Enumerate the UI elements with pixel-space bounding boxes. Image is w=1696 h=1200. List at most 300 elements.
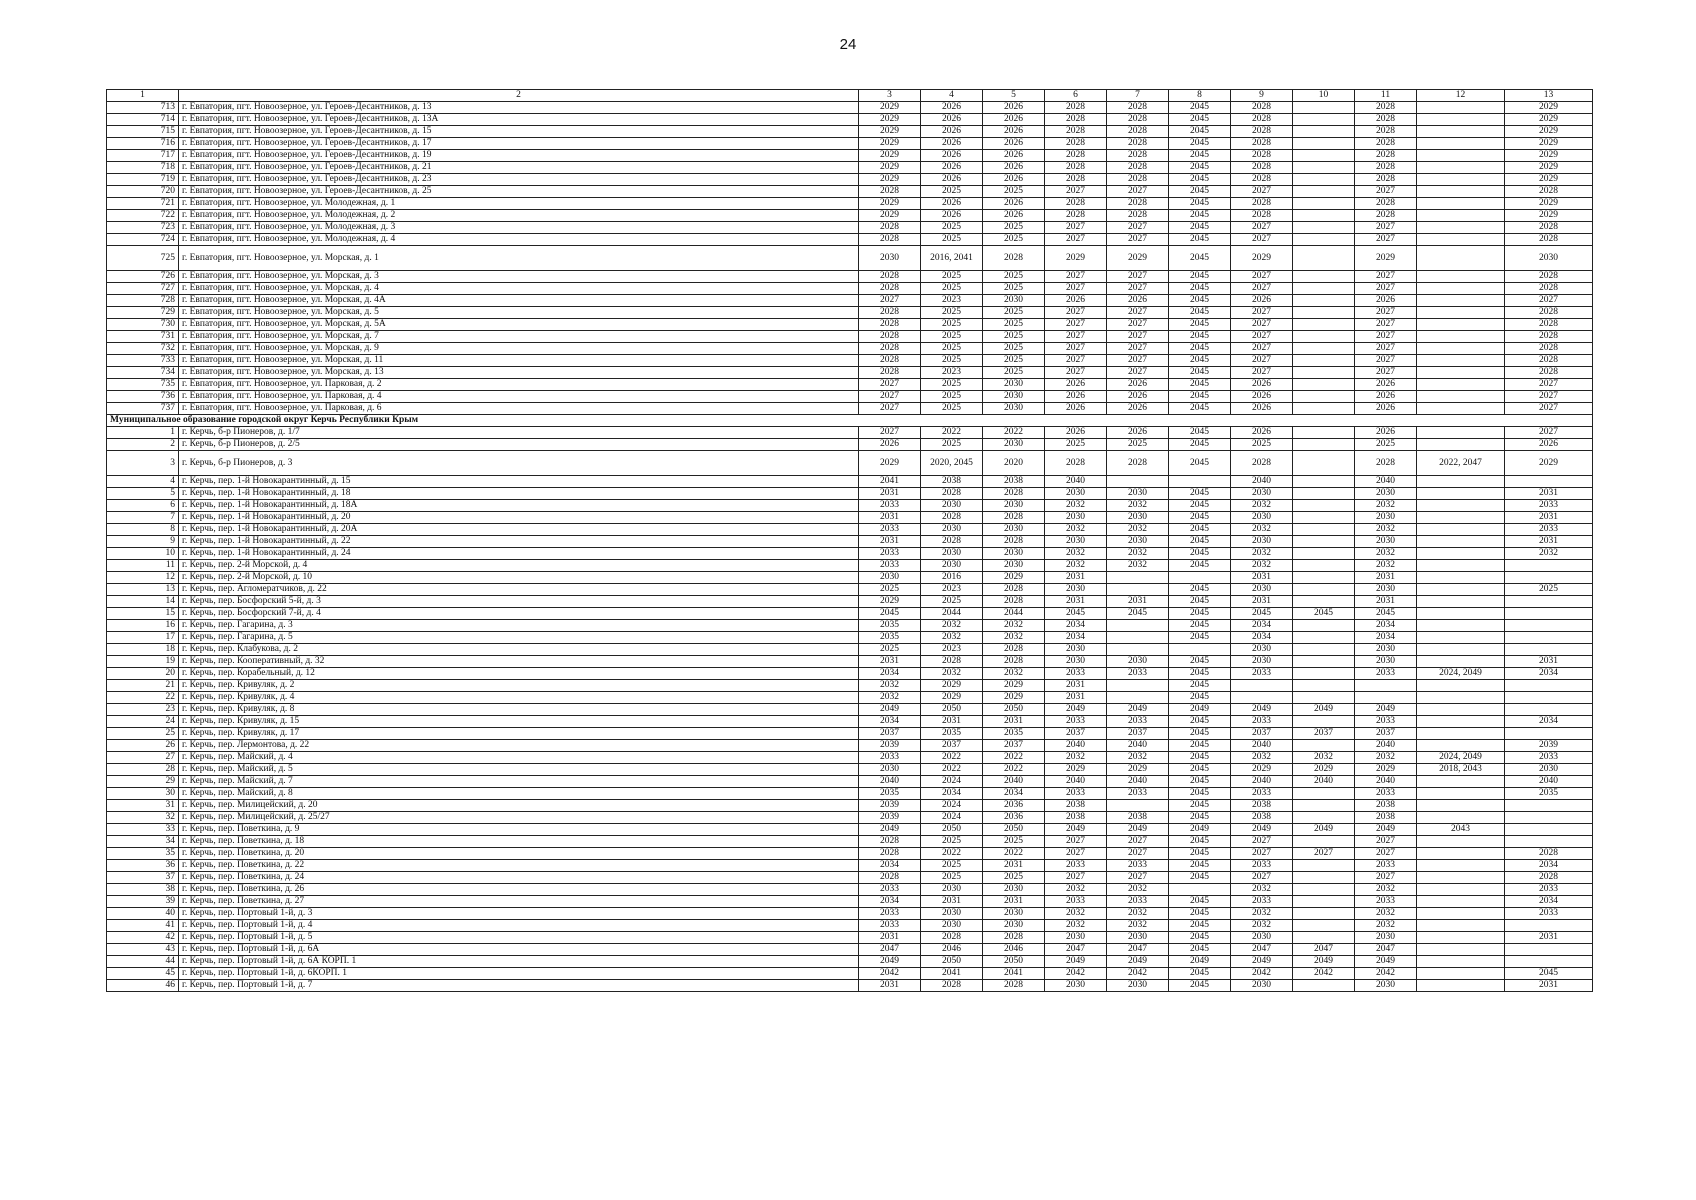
address-cell: г. Керчь, пер. Портовый 1-й, д. 6КОРП. 1 (179, 968, 859, 980)
year-cell: 2033 (859, 920, 921, 932)
year-cell: 2035 (1505, 788, 1593, 800)
year-cell: 2029 (1505, 198, 1593, 210)
year-cell: 2026 (983, 162, 1045, 174)
year-cell: 2028 (1107, 126, 1169, 138)
year-cell: 2032 (1107, 548, 1169, 560)
year-cell: 2047 (1045, 944, 1107, 956)
year-cell: 2032 (1231, 524, 1293, 536)
year-cell (1293, 150, 1355, 162)
year-cell: 2038 (1355, 800, 1417, 812)
year-cell: 2031 (859, 512, 921, 524)
year-cell: 2027 (1505, 403, 1593, 415)
year-cell: 2027 (1045, 234, 1107, 246)
row-number-cell: 38 (107, 884, 179, 896)
year-cell: 2032 (1045, 752, 1107, 764)
year-cell: 2049 (1293, 704, 1355, 716)
table-row (107, 572, 1593, 584)
year-cell: 2031 (921, 716, 983, 728)
row-number-cell: 42 (107, 932, 179, 944)
table-row (107, 343, 1593, 355)
year-cell: 2028 (1107, 174, 1169, 186)
row-number-cell: 32 (107, 812, 179, 824)
address-cell: г. Евпатория, пгт. Новоозерное, ул. Героев-Десантников, д. 15 (179, 126, 859, 138)
address-cell: г. Евпатория, пгт. Новоозерное, ул. Героев-Десантников, д. 19 (179, 150, 859, 162)
year-cell (1417, 355, 1505, 367)
year-cell: 2024, 2049 (1417, 752, 1505, 764)
address-cell: г. Керчь, пер. Портовый 1-й, д. 5 (179, 932, 859, 944)
year-cell: 2040 (1045, 776, 1107, 788)
year-cell: 2026 (1045, 403, 1107, 415)
table-row (107, 198, 1593, 210)
year-cell (1293, 138, 1355, 150)
year-cell: 2039 (1505, 740, 1593, 752)
year-cell: 2028 (859, 355, 921, 367)
year-cell: 2045 (1169, 222, 1231, 234)
address-cell: г. Керчь, б-р Пионеров, д. 3 (179, 451, 859, 476)
column-header-1: 1 (107, 90, 179, 102)
year-cell (1417, 222, 1505, 234)
year-cell: 2029 (1505, 162, 1593, 174)
year-cell: 2032 (1231, 752, 1293, 764)
row-number-cell: 29 (107, 776, 179, 788)
year-cell: 2028 (1505, 186, 1593, 198)
year-cell (1107, 572, 1169, 584)
year-cell: 2024, 2049 (1417, 668, 1505, 680)
year-cell (1293, 283, 1355, 295)
year-cell: 2029 (859, 210, 921, 222)
year-cell: 2025 (983, 319, 1045, 331)
year-cell: 2026 (1355, 295, 1417, 307)
year-cell: 2042 (1107, 968, 1169, 980)
year-cell: 2045 (1169, 138, 1231, 150)
year-cell: 2027 (1355, 222, 1417, 234)
year-cell: 2023 (921, 644, 983, 656)
year-cell: 2028 (1505, 319, 1593, 331)
year-cell: 2037 (1045, 728, 1107, 740)
row-number-cell: 9 (107, 536, 179, 548)
table-row (107, 968, 1593, 980)
address-cell: г. Керчь, пер. 1-й Новокарантинный, д. 20А (179, 524, 859, 536)
column-header-10: 10 (1293, 90, 1355, 102)
row-number-cell: 10 (107, 548, 179, 560)
row-number-cell: 45 (107, 968, 179, 980)
address-cell: г. Евпатория, пгт. Новоозерное, ул. Героев-Десантников, д. 23 (179, 174, 859, 186)
year-cell: 2025 (1045, 439, 1107, 451)
year-cell (1293, 668, 1355, 680)
year-cell (1293, 524, 1355, 536)
year-cell (1505, 944, 1593, 956)
year-cell: 2028 (1045, 210, 1107, 222)
address-cell: г. Керчь, пер. 2-й Морской, д. 10 (179, 572, 859, 584)
year-cell (1107, 620, 1169, 632)
year-cell: 2027 (1045, 355, 1107, 367)
row-number-cell: 725 (107, 246, 179, 271)
year-cell (1417, 596, 1505, 608)
year-cell: 2042 (1355, 968, 1417, 980)
year-cell: 2028 (983, 656, 1045, 668)
row-number-cell: 727 (107, 283, 179, 295)
year-cell: 2032 (1107, 560, 1169, 572)
year-cell: 2027 (1231, 222, 1293, 234)
year-cell: 2029 (859, 126, 921, 138)
year-cell: 2032 (921, 620, 983, 632)
year-cell: 2047 (1293, 944, 1355, 956)
year-cell (1417, 439, 1505, 451)
year-cell: 2045 (1505, 968, 1593, 980)
address-cell: г. Евпатория, пгт. Новоозерное, ул. Морская, д. 5 (179, 307, 859, 319)
year-cell: 2045 (1169, 872, 1231, 884)
year-cell: 2032 (1107, 908, 1169, 920)
year-cell: 2045 (1169, 908, 1231, 920)
year-cell: 2032 (1045, 548, 1107, 560)
year-cell: 2045 (1355, 608, 1417, 620)
year-cell (1505, 800, 1593, 812)
table-row (107, 536, 1593, 548)
year-cell (1169, 572, 1231, 584)
row-number-cell: 5 (107, 488, 179, 500)
year-cell: 2025 (921, 391, 983, 403)
year-cell: 2027 (1505, 295, 1593, 307)
year-cell: 2027 (1355, 234, 1417, 246)
year-cell: 2026 (1231, 427, 1293, 439)
year-cell: 2028 (1505, 222, 1593, 234)
year-cell: 2032 (1045, 560, 1107, 572)
table-row (107, 692, 1593, 704)
year-cell: 2045 (1169, 932, 1231, 944)
year-cell: 2030 (1045, 536, 1107, 548)
year-cell: 2028 (1355, 102, 1417, 114)
address-cell: г. Керчь, пер. Гагарина, д. 3 (179, 620, 859, 632)
address-cell: г. Евпатория, пгт. Новоозерное, ул. Морская, д. 11 (179, 355, 859, 367)
year-cell: 2027 (1045, 848, 1107, 860)
year-cell: 2030 (859, 764, 921, 776)
year-cell (1169, 644, 1231, 656)
year-cell: 2030 (921, 500, 983, 512)
year-cell: 2045 (1169, 271, 1231, 283)
year-cell: 2049 (1231, 824, 1293, 836)
year-cell: 2026 (921, 174, 983, 186)
year-cell: 2049 (1231, 956, 1293, 968)
year-cell: 2045 (1169, 860, 1231, 872)
year-cell: 2028 (921, 932, 983, 944)
year-cell: 2031 (1045, 572, 1107, 584)
year-cell (1293, 403, 1355, 415)
year-cell (1505, 572, 1593, 584)
year-cell: 2045 (1169, 980, 1231, 992)
year-cell: 2025 (921, 331, 983, 343)
year-cell (1293, 836, 1355, 848)
row-number-cell: 34 (107, 836, 179, 848)
year-cell: 2030 (1045, 512, 1107, 524)
year-cell: 2050 (921, 824, 983, 836)
year-cell: 2030 (1505, 246, 1593, 271)
year-cell (1505, 728, 1593, 740)
year-cell: 2032 (1107, 752, 1169, 764)
year-cell: 2020 (983, 451, 1045, 476)
table-row (107, 896, 1593, 908)
row-number-cell: 41 (107, 920, 179, 932)
year-cell: 2030 (921, 524, 983, 536)
year-cell: 2034 (859, 716, 921, 728)
year-cell: 2026 (1355, 379, 1417, 391)
year-cell: 2045 (1169, 367, 1231, 379)
year-cell: 2025 (983, 222, 1045, 234)
year-cell: 2049 (1107, 824, 1169, 836)
table-row (107, 620, 1593, 632)
address-cell: г. Евпатория, пгт. Новоозерное, ул. Морская, д. 7 (179, 331, 859, 343)
year-cell (1293, 210, 1355, 222)
year-cell: 2040 (1293, 776, 1355, 788)
year-cell: 2045 (1169, 656, 1231, 668)
year-cell: 2026 (1107, 391, 1169, 403)
year-cell: 2025 (921, 319, 983, 331)
year-cell: 2030 (921, 560, 983, 572)
row-number-cell: 4 (107, 476, 179, 488)
column-header-13: 13 (1505, 90, 1593, 102)
year-cell: 2031 (1231, 596, 1293, 608)
year-cell: 2032 (983, 632, 1045, 644)
year-cell (1417, 186, 1505, 198)
row-number-cell: 723 (107, 222, 179, 234)
year-cell: 2045 (1169, 740, 1231, 752)
year-cell: 2028 (1355, 198, 1417, 210)
year-cell: 2040 (1231, 740, 1293, 752)
year-cell: 2027 (1045, 222, 1107, 234)
year-cell: 2033 (1355, 896, 1417, 908)
row-number-cell: 721 (107, 198, 179, 210)
year-cell: 2029 (859, 451, 921, 476)
year-cell: 2027 (1107, 234, 1169, 246)
row-number-cell: 40 (107, 908, 179, 920)
year-cell (1417, 896, 1505, 908)
year-cell: 2025 (921, 836, 983, 848)
year-cell: 2047 (1355, 944, 1417, 956)
address-cell: г. Керчь, пер. Поветкина, д. 9 (179, 824, 859, 836)
year-cell: 2030 (1231, 488, 1293, 500)
year-cell: 2025 (921, 872, 983, 884)
year-cell (1417, 162, 1505, 174)
year-cell: 2045 (1169, 764, 1231, 776)
year-cell (1417, 198, 1505, 210)
year-cell (1293, 800, 1355, 812)
table-row (107, 162, 1593, 174)
row-number-cell: 39 (107, 896, 179, 908)
table-row (107, 271, 1593, 283)
row-number-cell: 713 (107, 102, 179, 114)
table-row (107, 331, 1593, 343)
year-cell: 2034 (1045, 632, 1107, 644)
year-cell: 2032 (1231, 548, 1293, 560)
year-cell: 2040 (1355, 776, 1417, 788)
year-cell (1293, 451, 1355, 476)
address-cell: г. Керчь, пер. Поветкина, д. 24 (179, 872, 859, 884)
year-cell (1293, 439, 1355, 451)
year-cell (1417, 524, 1505, 536)
year-cell: 2045 (1169, 896, 1231, 908)
year-cell: 2040 (1107, 776, 1169, 788)
year-cell: 2025 (983, 186, 1045, 198)
table-row (107, 138, 1593, 150)
year-cell: 2045 (1169, 451, 1231, 476)
year-cell (1417, 283, 1505, 295)
table-row (107, 500, 1593, 512)
year-cell: 2027 (1107, 367, 1169, 379)
year-cell (1505, 692, 1593, 704)
table-row (107, 222, 1593, 234)
year-cell: 2027 (1355, 319, 1417, 331)
year-cell: 2030 (1107, 656, 1169, 668)
year-cell (1417, 114, 1505, 126)
year-cell: 2034 (1505, 860, 1593, 872)
year-cell: 2029 (859, 198, 921, 210)
year-cell: 2027 (1355, 836, 1417, 848)
year-cell: 2030 (1355, 512, 1417, 524)
year-cell: 2031 (1505, 536, 1593, 548)
year-cell: 2029 (1355, 246, 1417, 271)
address-cell: г. Керчь, пер. 1-й Новокарантинный, д. 15 (179, 476, 859, 488)
year-cell: 2028 (1231, 162, 1293, 174)
year-cell: 2043 (1417, 824, 1505, 836)
year-cell: 2033 (859, 560, 921, 572)
address-cell: г. Керчь, пер. Милицейский, д. 25/27 (179, 812, 859, 824)
year-cell: 2027 (1293, 848, 1355, 860)
row-number-cell: 27 (107, 752, 179, 764)
year-cell: 2027 (1231, 186, 1293, 198)
year-cell (1293, 271, 1355, 283)
year-cell: 2024 (921, 776, 983, 788)
year-cell: 2031 (859, 932, 921, 944)
year-cell: 2045 (1293, 608, 1355, 620)
year-cell: 2030 (983, 391, 1045, 403)
year-cell: 2025 (921, 222, 983, 234)
year-cell: 2030 (1505, 764, 1593, 776)
year-cell: 2045 (1169, 379, 1231, 391)
row-number-cell: 31 (107, 800, 179, 812)
year-cell: 2034 (1505, 716, 1593, 728)
year-cell: 2040 (983, 776, 1045, 788)
year-cell: 2031 (1505, 488, 1593, 500)
address-cell: г. Керчь, пер. Гагарина, д. 5 (179, 632, 859, 644)
year-cell: 2032 (921, 668, 983, 680)
year-cell: 2022 (921, 848, 983, 860)
year-cell: 2026 (1355, 427, 1417, 439)
year-cell: 2034 (983, 788, 1045, 800)
year-cell: 2045 (1169, 596, 1231, 608)
year-cell (1293, 644, 1355, 656)
year-cell: 2023 (921, 367, 983, 379)
year-cell: 2045 (1169, 584, 1231, 596)
year-cell: 2030 (983, 920, 1045, 932)
address-cell: г. Керчь, пер. Кривуляк, д. 4 (179, 692, 859, 704)
table-row (107, 114, 1593, 126)
table-row (107, 836, 1593, 848)
table-row (107, 174, 1593, 186)
year-cell: 2027 (1231, 234, 1293, 246)
year-cell: 2026 (983, 102, 1045, 114)
table-row (107, 126, 1593, 138)
address-cell: г. Евпатория, пгт. Новоозерное, ул. Молодежная, д. 1 (179, 198, 859, 210)
year-cell: 2027 (1045, 331, 1107, 343)
address-cell: г. Евпатория, пгт. Новоозерное, ул. Морская, д. 13 (179, 367, 859, 379)
year-cell: 2028 (983, 584, 1045, 596)
year-cell: 2026 (921, 150, 983, 162)
year-cell: 2045 (1169, 632, 1231, 644)
year-cell: 2025 (921, 596, 983, 608)
year-cell: 2028 (1505, 234, 1593, 246)
year-cell: 2044 (921, 608, 983, 620)
table-row (107, 548, 1593, 560)
year-cell: 2028 (1231, 126, 1293, 138)
year-cell (1293, 186, 1355, 198)
address-cell: г. Евпатория, пгт. Новоозерное, ул. Героев-Десантников, д. 17 (179, 138, 859, 150)
year-cell: 2025 (1231, 439, 1293, 451)
year-cell (1505, 476, 1593, 488)
year-cell (1417, 968, 1505, 980)
year-cell (1417, 728, 1505, 740)
year-cell: 2045 (1169, 920, 1231, 932)
year-cell: 2023 (921, 295, 983, 307)
year-cell: 2029 (1107, 764, 1169, 776)
year-cell: 2037 (1355, 728, 1417, 740)
year-cell: 2034 (859, 860, 921, 872)
year-cell: 2027 (859, 403, 921, 415)
year-cell: 2032 (1045, 524, 1107, 536)
row-number-cell: 43 (107, 944, 179, 956)
year-cell: 2034 (859, 668, 921, 680)
address-cell: г. Керчь, пер. Поветкина, д. 27 (179, 896, 859, 908)
year-cell (1293, 331, 1355, 343)
year-cell: 2038 (1355, 812, 1417, 824)
year-cell: 2045 (1169, 319, 1231, 331)
row-number-cell: 735 (107, 379, 179, 391)
year-cell: 2026 (921, 126, 983, 138)
year-cell: 2035 (859, 788, 921, 800)
row-number-cell: 37 (107, 872, 179, 884)
address-cell: г. Керчь, пер. Босфорский 5-й, д. 3 (179, 596, 859, 608)
year-cell: 2025 (1107, 439, 1169, 451)
address-cell: г. Евпатория, пгт. Новоозерное, ул. Героев-Десантников, д. 25 (179, 186, 859, 198)
year-cell: 2028 (859, 836, 921, 848)
year-cell: 2030 (983, 548, 1045, 560)
year-cell: 2030 (1231, 932, 1293, 944)
year-cell: 2027 (1355, 186, 1417, 198)
year-cell: 2034 (1355, 632, 1417, 644)
address-cell: г. Керчь, пер. Майский, д. 4 (179, 752, 859, 764)
year-cell: 2049 (1355, 824, 1417, 836)
year-cell: 2025 (921, 283, 983, 295)
row-number-cell: 717 (107, 150, 179, 162)
year-cell: 2042 (859, 968, 921, 980)
year-cell: 2045 (1169, 608, 1231, 620)
year-cell: 2028 (1231, 210, 1293, 222)
year-cell: 2050 (921, 956, 983, 968)
page-number: 24 (839, 36, 857, 53)
year-cell: 2033 (859, 884, 921, 896)
year-cell (1417, 488, 1505, 500)
address-cell: г. Керчь, пер. Агломератчиков, д. 22 (179, 584, 859, 596)
address-cell: г. Керчь, пер. Портовый 1-й, д. 6А КОРП. 1 (179, 956, 859, 968)
year-cell: 2027 (1107, 186, 1169, 198)
year-cell: 2030 (1231, 512, 1293, 524)
year-cell (1417, 307, 1505, 319)
year-cell (1293, 920, 1355, 932)
year-cell: 2016 (921, 572, 983, 584)
year-cell: 2028 (859, 319, 921, 331)
table-row (107, 956, 1593, 968)
year-cell: 2029 (1045, 764, 1107, 776)
year-cell: 2026 (983, 174, 1045, 186)
year-cell: 2027 (1107, 331, 1169, 343)
